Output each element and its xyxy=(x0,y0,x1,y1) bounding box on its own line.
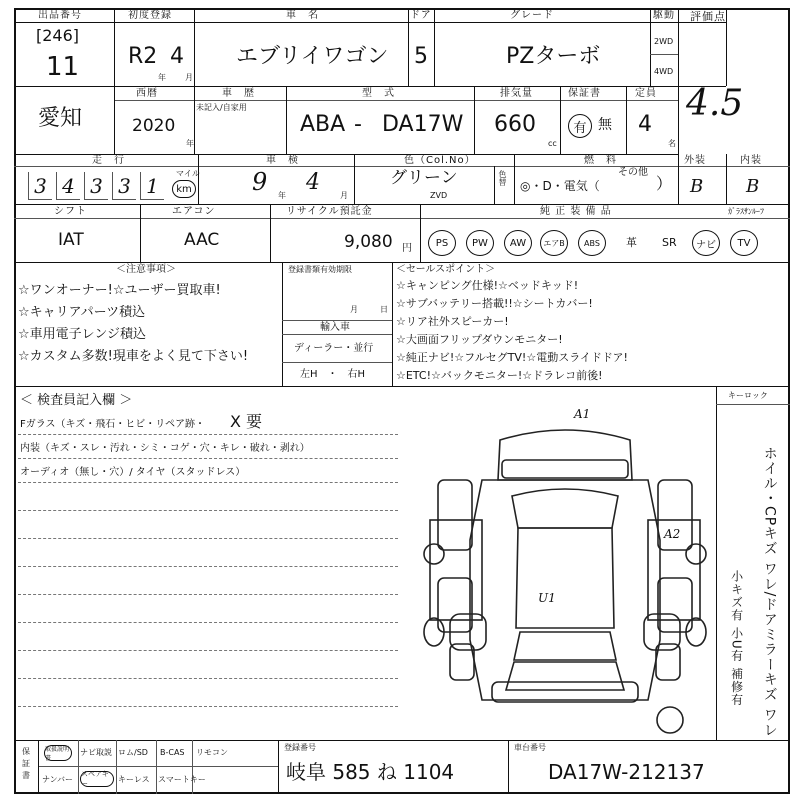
sales-point-line: ☆大画面フリップダウンモニター! xyxy=(396,333,563,346)
fuel-value: ◎・D・電気（ xyxy=(520,179,600,193)
recycle-label: リサイクル預託金 xyxy=(286,206,373,217)
displacement-label: 排気量 xyxy=(500,88,533,99)
car-name: エブリイワゴン xyxy=(236,44,389,69)
divider xyxy=(282,262,283,386)
reg-number: 岐阜 585 ね 1104 xyxy=(286,760,455,784)
grade-value: PZターボ xyxy=(506,44,601,69)
inspector-label: ＜ 検査員記入欄 ＞ xyxy=(20,393,133,408)
year-unit: 年 xyxy=(186,139,194,148)
divider xyxy=(194,86,195,154)
divider xyxy=(726,8,727,86)
divider xyxy=(192,740,193,794)
divider xyxy=(650,8,651,86)
divider xyxy=(198,154,199,204)
shift-value: IAT xyxy=(58,230,84,250)
inspection-label: 車 検 xyxy=(266,155,299,166)
mileage-label: 走 行 xyxy=(92,155,125,166)
divider xyxy=(14,386,790,387)
keyless: キーレス xyxy=(118,775,150,784)
sales-point-line: ☆サブバッテリー搭載!!☆シートカバー! xyxy=(396,297,593,310)
door-label: ドア xyxy=(410,10,432,21)
sales-point-line: ☆リア社外スピーカー! xyxy=(396,315,509,328)
divider xyxy=(282,362,392,363)
displacement-value: 660 xyxy=(494,112,536,137)
divider xyxy=(140,204,141,262)
interior-line: 内装（キズ・スレ・汚れ・シミ・コゲ・穴・キレ・破れ・剥れ） xyxy=(20,443,310,454)
equipment-item: ABS xyxy=(578,230,606,256)
drive-4wd: 4WD xyxy=(654,67,674,76)
divider xyxy=(494,166,495,204)
divider xyxy=(678,154,679,204)
grade-label: グレード xyxy=(510,10,554,21)
divider xyxy=(408,8,409,86)
fglass-mark: X 要 xyxy=(230,412,263,431)
equipment-item: PS xyxy=(428,230,456,256)
equipment-item: ナビ xyxy=(692,230,720,256)
equipment-label: 純 正 装 備 品 xyxy=(540,206,612,217)
note-line: ☆キャリアパーツ積込 xyxy=(18,305,146,320)
first-reg-label: 初度登録 xyxy=(128,10,172,21)
notes-label: ＜注意事項＞ xyxy=(116,264,176,275)
mileage-digit: 4 xyxy=(56,172,80,200)
lot-number-label: 出品番号 xyxy=(38,10,82,21)
seireki-label: 西暦 xyxy=(136,88,158,99)
b-cas: B-CAS xyxy=(160,748,185,757)
divider xyxy=(14,218,790,219)
aircon-label: エアコン xyxy=(172,206,216,217)
score-label: 評価点 xyxy=(690,10,726,23)
key-lock-label: キーロック xyxy=(728,391,768,400)
sales-points-label: ＜セールスポイント＞ xyxy=(396,264,496,275)
remote: リモコン xyxy=(196,748,228,757)
divider xyxy=(156,740,157,794)
divider xyxy=(38,740,39,794)
divider xyxy=(420,204,421,262)
model-code: DA17W xyxy=(382,112,464,137)
reg-doc-label: 登録書類有効期限 xyxy=(288,265,352,274)
divider xyxy=(354,154,355,204)
year-unit: 年 xyxy=(158,73,166,82)
color-label: 色（Col.No） xyxy=(404,155,476,166)
warranty-doc-label: 保 証 書 xyxy=(22,747,30,780)
km-unit-circle: km xyxy=(172,180,196,198)
divider xyxy=(78,740,79,794)
exterior-label: 外装 xyxy=(684,155,706,166)
divider xyxy=(114,8,115,86)
divider xyxy=(282,320,392,321)
exterior-grade: B xyxy=(690,176,704,197)
equipment-item: PW xyxy=(466,230,494,256)
divider xyxy=(114,100,678,101)
equipment-item: AW xyxy=(504,230,532,256)
mileage-digit: 1 xyxy=(140,172,164,200)
history-label: 車 歴 xyxy=(222,88,255,99)
handle-side: 左H ・ 右H xyxy=(300,369,366,380)
sales-point-line: ☆ETC!☆バックモニター!☆ドラレコ前後! xyxy=(396,369,603,382)
shift-label: シフト xyxy=(54,206,87,217)
drive-2wd: 2WD xyxy=(654,37,674,46)
divider xyxy=(716,404,790,405)
car-name-label: 車 名 xyxy=(286,10,319,21)
divider xyxy=(278,740,279,794)
aircon-value: AAC xyxy=(184,230,220,250)
manual-circle: 取扱説明書 xyxy=(44,745,72,761)
divider xyxy=(678,8,679,154)
color-code: ZVD xyxy=(430,191,448,200)
warranty-label: 保証書 xyxy=(568,88,601,99)
mark-a1: A1 xyxy=(574,407,591,421)
tv-label: ｶﾞﾗｽｻﾝﾙｰﾌ xyxy=(728,207,764,216)
divider xyxy=(716,386,717,740)
mile-label: マイル xyxy=(176,169,200,178)
divider xyxy=(282,334,392,335)
inspection-year: 9 xyxy=(252,168,268,196)
first-reg-year: 4 xyxy=(170,44,184,69)
interior-grade: B xyxy=(746,176,760,197)
spare-key-circle: スペアキー xyxy=(80,771,114,787)
mark-a2: A2 xyxy=(664,527,681,541)
equipment-item: 革 xyxy=(626,236,637,249)
divider xyxy=(14,166,790,167)
fuel-close: ） xyxy=(656,174,673,193)
mileage-digit: 3 xyxy=(84,172,108,200)
capacity-label: 定員 xyxy=(635,88,657,99)
region: 愛知 xyxy=(38,106,83,131)
dealer-parallel: ディーラー・並行 xyxy=(294,343,374,354)
nav-manual: ナビ取説 xyxy=(80,748,112,757)
fuel-other-label: その他 xyxy=(618,167,648,178)
equipment-item: SR xyxy=(662,236,677,249)
divider xyxy=(114,86,115,154)
warranty-no: 無 xyxy=(598,117,612,133)
reg-number-label: 登録番号 xyxy=(284,743,316,752)
model-dash: - xyxy=(354,112,362,137)
inspection-month: 4 xyxy=(306,170,320,195)
divider xyxy=(474,86,475,154)
capacity-value: 4 xyxy=(638,112,652,137)
divider xyxy=(14,262,790,263)
chassis-number: DA17W-212137 xyxy=(548,760,705,784)
mileage-digit: 3 xyxy=(28,172,52,200)
inspection-year-unit: 年 xyxy=(278,191,286,200)
reg-day: 日 xyxy=(380,305,388,314)
divider xyxy=(38,766,278,767)
rom-sd: ロム/SD xyxy=(118,748,148,757)
sales-point-line: ☆キャンピング仕様!☆ベッドキッド! xyxy=(396,279,579,292)
lot-number: 11 xyxy=(46,52,80,82)
reg-month: 月 xyxy=(350,305,358,314)
drive-label: 駆動 xyxy=(653,10,675,21)
history-note: 未記入/自家用 xyxy=(196,103,247,112)
divider xyxy=(270,204,271,262)
smart-key: スマートキー xyxy=(158,775,206,784)
lot-prefix: [246] xyxy=(36,26,80,45)
divider xyxy=(508,740,509,794)
fglass-line: Fガラス（キズ・飛石・ヒビ・リペア跡・ xyxy=(20,419,206,430)
color-name: グリーン xyxy=(390,168,458,188)
inspection-month-unit: 月 xyxy=(340,191,348,200)
fuel-label: 燃 料 xyxy=(584,155,617,166)
car-damage-diagram xyxy=(420,400,710,740)
month-unit: 月 xyxy=(185,73,193,82)
audio-tire-line: オーディオ（無し・穴）/ タイヤ（スタッドレス） xyxy=(20,467,246,478)
model-prefix: ABA xyxy=(300,112,346,137)
divider xyxy=(434,8,435,86)
divider xyxy=(626,86,627,154)
warranty-yes-circle: 有 xyxy=(568,114,592,138)
import-label: 輸入車 xyxy=(320,322,350,333)
divider xyxy=(650,54,678,55)
note-line: ☆カスタム多数!現車をよく見て下さい! xyxy=(18,349,249,364)
divider xyxy=(726,154,727,204)
cc-unit: cc xyxy=(548,139,557,148)
model-label: 型 式 xyxy=(362,88,395,99)
recycle-unit: 円 xyxy=(402,243,412,254)
person-unit: 名 xyxy=(668,139,676,148)
mark-u1: U1 xyxy=(538,591,556,605)
sales-point-line: ☆純正ナビ!☆フルセグTV!☆電動スライドドア! xyxy=(396,351,628,364)
divider xyxy=(286,86,287,154)
side-notes-1: ホイル・CPキズ ワレ/ドアミラーキズ ワレ xyxy=(761,446,778,738)
first-reg-era: R2 xyxy=(128,44,158,69)
equipment-item: TV xyxy=(730,230,758,256)
recycle-value: 9,080 xyxy=(344,232,393,252)
divider xyxy=(14,86,726,87)
divider xyxy=(14,740,790,741)
door-count: 5 xyxy=(414,44,428,69)
divider xyxy=(14,204,790,205)
year-ad: 2020 xyxy=(132,116,176,136)
number-plate: ナンバー xyxy=(42,775,74,784)
mileage-digit: 3 xyxy=(112,172,136,200)
note-line: ☆車用電子レンジ積込 xyxy=(18,327,147,342)
divider xyxy=(514,154,515,204)
divider xyxy=(392,262,393,386)
chassis-label: 車台番号 xyxy=(514,743,546,752)
divider xyxy=(194,8,195,86)
side-notes-2: 小キズ有 小U有 補修有 xyxy=(729,570,744,707)
divider xyxy=(14,22,726,23)
score-value: 4.5 xyxy=(686,83,744,124)
equipment-item: エアB xyxy=(540,230,568,256)
note-line: ☆ワンオーナー!☆ユーザー買取車! xyxy=(18,283,221,298)
color-diff-label: 色替 xyxy=(498,170,507,186)
interior-label: 内装 xyxy=(740,155,762,166)
divider xyxy=(560,86,561,154)
divider xyxy=(116,740,117,794)
